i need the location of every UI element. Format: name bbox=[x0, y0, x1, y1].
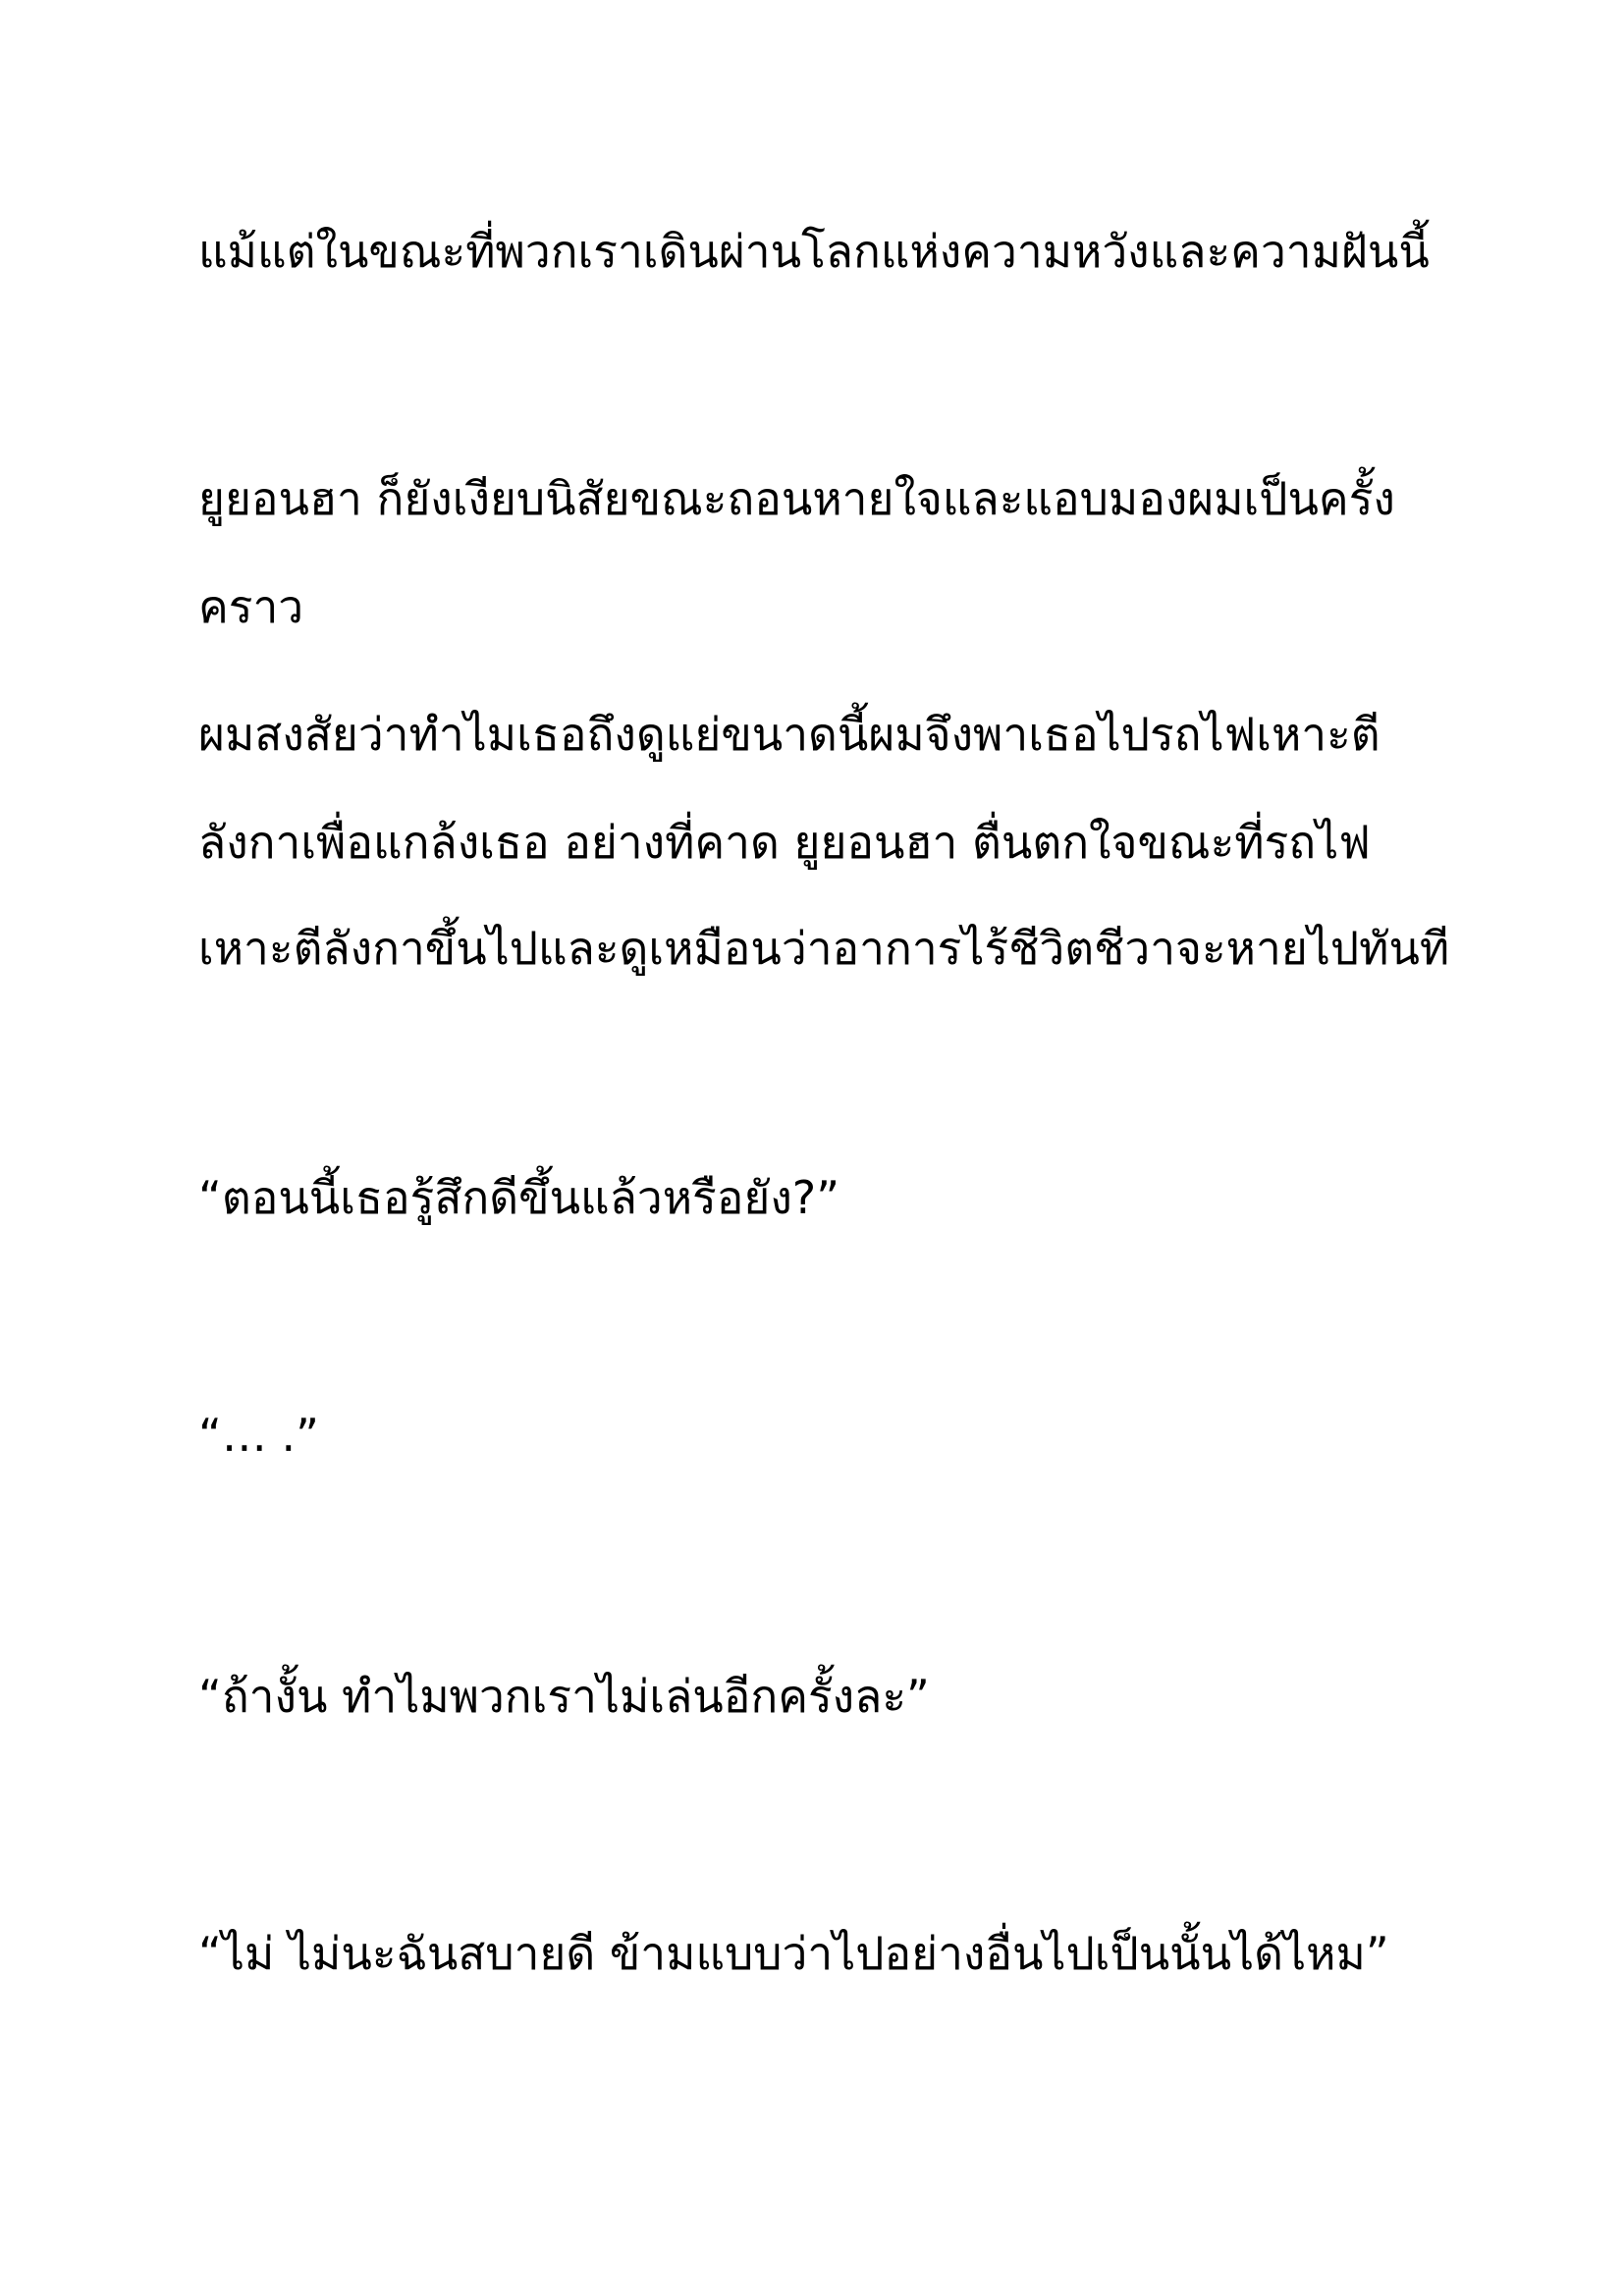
narration-line: แม้แต่ในขณะที่พวกเราเดินผ่านโลกแห่งความหวังและความฝันนี้ bbox=[198, 225, 1430, 278]
narration-line: เหาะตีลังกาขึ้นไปและดูเหมือนว่าอาการไร้ชีวิตชีวาจะหายไปทันที bbox=[198, 922, 1450, 975]
dialogue-line: “ไม่ ไม่นะฉันสบายดี ข้ามแบบว่าไปอย่างอื่นไปเป็นนั้นได้ไหม” bbox=[198, 1927, 1389, 1980]
dialogue-line: “… .” bbox=[198, 1409, 319, 1462]
narration-line: คราว bbox=[198, 580, 304, 633]
dialogue-line: “ตอนนี้เธอรู้สึกดีขึ้นแล้วหรือยัง?” bbox=[198, 1171, 840, 1224]
dialogue-line: “ถ้างั้น ทำไมพวกเราไม่เล่นอีกครั้งละ” bbox=[198, 1670, 930, 1723]
narration-line: ลังกาเพื่อแกล้งเธอ อย่างที่คาด ยูยอนฮา ตื่นตกใจขณะที่รถไฟ bbox=[198, 816, 1371, 869]
narration-line: ผมสงสัยว่าทำไมเธอถึงดูแย่ขนาดนี้ผมจึงพาเธอไปรถไฟเหาะตี bbox=[198, 708, 1380, 761]
narration-line: ยูยอนฮา ก็ยังเงียบนิสัยขณะถอนหายใจและแอบมองผมเป็นครั้ง bbox=[198, 472, 1395, 525]
